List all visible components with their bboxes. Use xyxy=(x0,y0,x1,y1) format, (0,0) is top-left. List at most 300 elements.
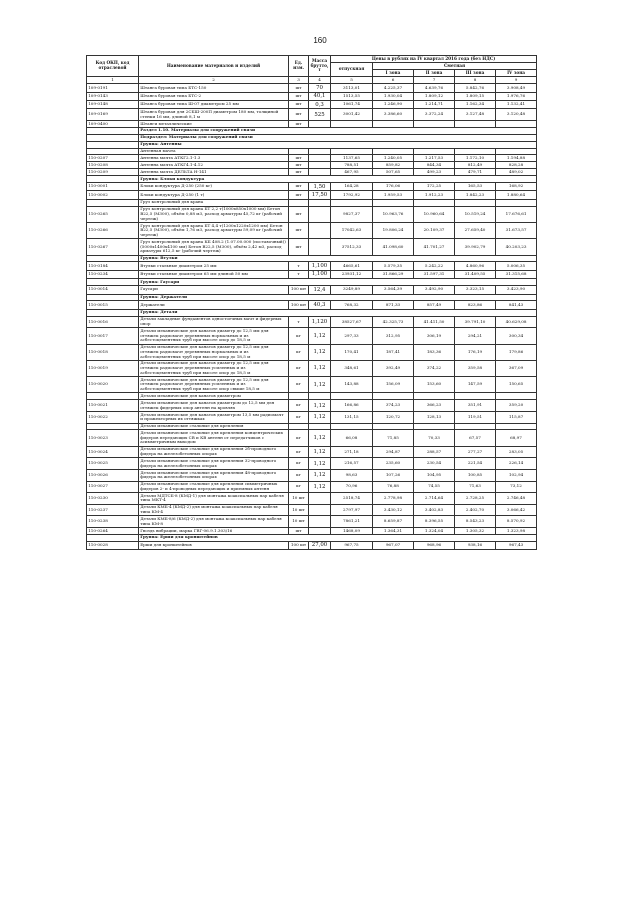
row-name: Втулки стальные диаметром 25 мм xyxy=(139,262,289,270)
row-mass: 1,12 xyxy=(309,328,331,344)
row-price-zone-1: 871,33 xyxy=(373,301,414,309)
row-price-zone-4: 68,97 xyxy=(496,430,537,446)
header-unit: Ед. изм. xyxy=(289,56,309,77)
row-unit xyxy=(289,423,309,430)
row-mass xyxy=(309,162,331,169)
header-base-price: отпускная xyxy=(331,63,373,77)
row-unit: кг xyxy=(289,458,309,470)
row-base-price xyxy=(331,393,373,400)
row-unit: шт xyxy=(289,239,309,255)
row-unit: кг xyxy=(289,446,309,458)
row-base-price: 3113,01 xyxy=(331,84,373,92)
row-code: 110-0267 xyxy=(87,239,139,255)
row-base-price: 4665,61 xyxy=(331,262,373,270)
row-price-zone-4: 367,09 xyxy=(496,360,537,376)
row-price-zone-1: 8.659,87 xyxy=(373,516,414,528)
row-price-zone-1: 19.806,24 xyxy=(373,222,414,238)
row-mass: 1,50 xyxy=(309,183,331,191)
row-price-zone-1: 3.386,60 xyxy=(373,109,414,121)
row-mass: 1,12 xyxy=(309,344,331,360)
row-code xyxy=(87,294,139,301)
row-unit xyxy=(289,199,309,206)
row-price-zone-1 xyxy=(373,148,414,155)
row-base-price: 3001,42 xyxy=(331,109,373,121)
row-price-zone-1: 156,09 xyxy=(373,377,414,393)
row-code: 109-0400 xyxy=(87,121,139,128)
row-name: Гвоздь вибрации, марка ГВГ-06.9.1.303/16 xyxy=(139,527,289,534)
group-title: Группа: Втулки xyxy=(139,255,537,262)
group-title: Группа: Блоки кондуктура xyxy=(139,176,537,183)
row-base-price: 2518,74 xyxy=(331,493,373,505)
row-code xyxy=(87,148,139,155)
row-price-zone-2 xyxy=(414,148,455,155)
subsection-title: Подраздел: Материалы для сооружений связи xyxy=(139,134,537,141)
group-row xyxy=(87,176,537,183)
table-header xyxy=(87,56,537,84)
row-name: Штанга буровая типа БТС-150 xyxy=(139,84,289,92)
row-price-zone-3: 359,58 xyxy=(455,360,496,376)
row-price-zone-3: 67,57 xyxy=(455,430,496,446)
row-price-zone-2: 183,36 xyxy=(414,344,455,360)
row-price-zone-3: 221,54 xyxy=(455,458,496,470)
row-price-zone-4: 2.746,48 xyxy=(496,493,537,505)
row-price-zone-2 xyxy=(414,121,455,128)
row-price-zone-3 xyxy=(455,393,496,400)
row-base-price: 216,57 xyxy=(331,458,373,470)
table-row xyxy=(87,206,537,222)
table-row xyxy=(87,504,537,516)
row-code xyxy=(87,127,139,134)
row-mass: 70 xyxy=(309,84,331,92)
header-zone-4: IV зона xyxy=(496,70,537,77)
row-code: 110-0021 xyxy=(87,400,139,412)
row-price-zone-1: 294,87 xyxy=(373,446,414,458)
row-price-zone-2: 8.396,55 xyxy=(414,516,455,528)
column-number: 5 xyxy=(331,77,373,84)
row-name: Детали механические стальные для крепления 48-проводного фидера на железобетонных опорах xyxy=(139,469,289,481)
header-zones-title: Сметная xyxy=(373,63,537,70)
row-code xyxy=(87,199,139,206)
row-price-zone-2: 10.960,64 xyxy=(414,206,455,222)
group-row xyxy=(87,279,537,286)
row-base-price: 170,41 xyxy=(331,344,373,360)
row-price-zone-3: 31.409,55 xyxy=(455,270,496,278)
row-price-zone-4: 73,12 xyxy=(496,481,537,493)
row-price-zone-2: 31.597,31 xyxy=(414,270,455,278)
column-number: 8 xyxy=(455,77,496,84)
row-code xyxy=(87,255,139,262)
row-price-zone-4: 179,86 xyxy=(496,344,537,360)
row-price-zone-1: 507,65 xyxy=(373,169,414,176)
row-unit: шт xyxy=(289,84,309,92)
row-base-price: 70,96 xyxy=(331,481,373,493)
header-prices: Цены в рублях на IV квартал 2016 года (без НДС) xyxy=(331,56,537,63)
row-price-zone-3: 351,91 xyxy=(455,400,496,412)
row-price-zone-1: 5.579,35 xyxy=(373,262,414,270)
row-price-zone-3: 39.791,10 xyxy=(455,316,496,328)
row-mass: 1,12 xyxy=(309,377,331,393)
table-row xyxy=(87,316,537,328)
row-price-zone-3: 119,51 xyxy=(455,411,496,423)
row-price-zone-3: 812,49 xyxy=(455,162,496,169)
row-price-zone-2: 3.492,90 xyxy=(414,286,455,294)
row-price-zone-3: 479,71 xyxy=(455,169,496,176)
row-price-zone-2: 1.324,04 xyxy=(414,527,455,534)
table-row xyxy=(87,360,537,376)
row-base-price: 7861,21 xyxy=(331,516,373,528)
row-unit: шт xyxy=(289,101,309,109)
row-name: Штанги металлические xyxy=(139,121,289,128)
row-name: Детали механические для канатов диаметром xyxy=(139,393,289,400)
row-code: 110-0184 xyxy=(87,262,139,270)
row-name: Детали механические для канатов диаметром до 12,5 мм для оттяжек фидерных опор антенн на кровлях xyxy=(139,400,289,412)
row-price-zone-2: 857,49 xyxy=(414,301,455,309)
group-title: Группа: Гаусари xyxy=(139,279,537,286)
row-unit: 10 шт xyxy=(289,516,309,528)
row-code xyxy=(87,279,139,286)
row-unit: шт xyxy=(289,191,309,199)
row-base-price: 348,61 xyxy=(331,360,373,376)
table-row xyxy=(87,191,537,199)
row-name: Детали механические стальные для крепления концентрических фидеров передающих СВ и КВ антенн от передатчиков с асимметричным выходом xyxy=(139,430,289,446)
row-price-zone-4 xyxy=(496,423,537,430)
row-price-zone-3: 27.659,40 xyxy=(455,222,496,238)
table-row xyxy=(87,121,537,128)
table-row xyxy=(87,262,537,270)
group-row xyxy=(87,255,537,262)
row-price-zone-3: 3.127,48 xyxy=(455,109,496,121)
row-price-zone-2: 20.109,37 xyxy=(414,222,455,238)
row-code: 110-0024 xyxy=(87,446,139,458)
row-price-zone-3: 39.902,79 xyxy=(455,239,496,255)
row-price-zone-2: 41.701,27 xyxy=(414,239,455,255)
row-price-zone-4: 1.880,64 xyxy=(496,191,537,199)
row-price-zone-4: 102,94 xyxy=(496,469,537,481)
table-row xyxy=(87,162,537,169)
row-code: 110-0208 xyxy=(87,162,139,169)
row-price-zone-1: 3.564,39 xyxy=(373,286,414,294)
row-code: 110-0230 xyxy=(87,493,139,505)
row-code: 110-0020 xyxy=(87,377,139,393)
table-row xyxy=(87,344,537,360)
group-row xyxy=(87,294,537,301)
row-price-zone-4: 150,65 xyxy=(496,377,537,393)
row-code: 110-0017 xyxy=(87,328,139,344)
row-price-zone-1: 392,49 xyxy=(373,360,414,376)
row-name: Детали механические стальные для крепления 2б-проводного фидера на железобетонных опорах xyxy=(139,446,289,458)
row-price-zone-4: 226,14 xyxy=(496,458,537,470)
table-row xyxy=(87,328,537,344)
row-unit: кг xyxy=(289,377,309,393)
row-price-zone-2 xyxy=(414,199,455,206)
row-code: 110-0265 xyxy=(87,206,139,222)
table-row xyxy=(87,301,537,309)
table-row xyxy=(87,222,537,238)
row-name: Штанга буровая для 2СБШ-200П диаметром 180 мм, толщиной стенки 16 мм, длиной 8,1 м xyxy=(139,109,289,121)
row-price-zone-4 xyxy=(496,121,537,128)
row-code: 110-0001 xyxy=(87,183,139,191)
row-price-zone-1 xyxy=(373,393,414,400)
group-row xyxy=(87,309,537,316)
row-price-zone-4: 8.570,92 xyxy=(496,516,537,528)
row-mass: 1,12 xyxy=(309,430,331,446)
row-price-zone-4: 17.676,61 xyxy=(496,206,537,222)
row-mass: 12,4 xyxy=(309,286,331,294)
row-price-zone-2: 1.214,71 xyxy=(414,101,455,109)
group-title: Группа: Держатели xyxy=(139,294,537,301)
row-code xyxy=(87,534,139,541)
row-unit: 100 шт xyxy=(289,541,309,549)
row-unit xyxy=(289,393,309,400)
row-price-zone-3: 8.543,23 xyxy=(455,516,496,528)
section-title: Раздел 1.10. Материалы для сооружений связи xyxy=(139,127,537,134)
row-base-price: 3249,89 xyxy=(331,286,373,294)
table-row xyxy=(87,377,537,393)
row-price-zone-1: 859,82 xyxy=(373,162,414,169)
row-base-price: 166,86 xyxy=(331,400,373,412)
subsection-row xyxy=(87,134,537,141)
group-title: Группа: Ерши для кронштейнов xyxy=(139,534,537,541)
row-price-zone-2: 844,34 xyxy=(414,162,455,169)
row-mass: 17,50 xyxy=(309,191,331,199)
row-base-price: 467,95 xyxy=(331,169,373,176)
table-row xyxy=(87,148,537,155)
row-price-zone-3: 4.860,96 xyxy=(455,262,496,270)
row-price-zone-4: 31.315,68 xyxy=(496,270,537,278)
row-price-zone-3: 2.402,70 xyxy=(455,504,496,516)
row-code: 110-0019 xyxy=(87,360,139,376)
row-mass: 1,12 xyxy=(309,360,331,376)
row-name: Антенна мачта АТКГ4.1-4.12 xyxy=(139,162,289,169)
row-code: 110-0234 xyxy=(87,270,139,278)
row-unit: т xyxy=(289,270,309,278)
row-price-zone-4: 300,34 xyxy=(496,328,537,344)
row-code: 110-0238 xyxy=(87,516,139,528)
row-price-zone-3: 2.728,25 xyxy=(455,493,496,505)
row-price-zone-1: 76,88 xyxy=(373,481,414,493)
row-price-zone-1 xyxy=(373,199,414,206)
row-code: 110-0016 xyxy=(87,316,139,328)
row-price-zone-4 xyxy=(496,393,537,400)
section-row xyxy=(87,127,537,134)
row-price-zone-4 xyxy=(496,148,537,155)
row-price-zone-1: 1.240,05 xyxy=(373,155,414,162)
row-unit: шт xyxy=(289,92,309,100)
row-unit: кг xyxy=(289,400,309,412)
row-price-zone-1: 312,95 xyxy=(373,328,414,344)
row-mass xyxy=(309,239,331,255)
row-price-zone-4: 3.423,90 xyxy=(496,286,537,294)
row-price-zone-4: 489,02 xyxy=(496,169,537,176)
row-code: 110-0237 xyxy=(87,504,139,516)
row-name: Детали МДТСБ-8 (КМД-1) для монтажа коаксиальных пар кабеля типа МКТ-4 xyxy=(139,493,289,505)
table-row xyxy=(87,400,537,412)
row-price-zone-3: 3.323,15 xyxy=(455,286,496,294)
table-row xyxy=(87,430,537,446)
row-price-zone-2: 74,55 xyxy=(414,481,455,493)
row-base-price: 1061,74 xyxy=(331,101,373,109)
row-name: Штанга буровая типа БТС-2 xyxy=(139,92,289,100)
row-unit: кг xyxy=(289,481,309,493)
row-price-zone-1: 1.959,53 xyxy=(373,191,414,199)
row-base-price: 9827,37 xyxy=(331,206,373,222)
row-price-zone-3: 294,21 xyxy=(455,328,496,344)
row-price-zone-1: 31.866,29 xyxy=(373,270,414,278)
row-mass: 40,3 xyxy=(309,301,331,309)
row-price-zone-2: 499,23 xyxy=(414,169,455,176)
row-price-zone-3: 147,59 xyxy=(455,377,496,393)
row-price-zone-2: 1.809,12 xyxy=(414,92,455,100)
row-price-zone-2: 374,22 xyxy=(414,360,455,376)
table-row xyxy=(87,393,537,400)
row-unit: шт xyxy=(289,183,309,191)
row-price-zone-1 xyxy=(373,423,414,430)
row-unit: шт xyxy=(289,527,309,534)
row-unit: шт xyxy=(289,169,309,176)
row-name: Детали механические для канатов диаметр до 12,5 мм для оттяжек радиомачт деревянных нормальных и из асбестоцементных труб при высоте опор до 18,5 м xyxy=(139,344,289,360)
row-mass: 525 xyxy=(309,109,331,121)
row-base-price xyxy=(331,121,373,128)
row-unit: кг xyxy=(289,328,309,344)
row-price-zone-3: 165,53 xyxy=(455,183,496,191)
column-number: 2 xyxy=(139,77,289,84)
group-title: Группа: Антенны xyxy=(139,141,537,148)
row-price-zone-1: 41.098,60 xyxy=(373,239,414,255)
column-numbers-row xyxy=(87,77,537,84)
row-price-zone-2: 4.639,76 xyxy=(414,84,455,92)
row-mass xyxy=(309,527,331,534)
row-mass xyxy=(309,148,331,155)
row-code: 110-0264 xyxy=(87,527,139,534)
row-name: Антенная мачта xyxy=(139,148,289,155)
row-base-price: 768,32 xyxy=(331,301,373,309)
row-price-zone-3: 1.172,10 xyxy=(455,155,496,162)
row-price-zone-2: 3.372,24 xyxy=(414,109,455,121)
row-name: Блоки кондуктура Д-250 (1 т) xyxy=(139,191,289,199)
row-price-zone-3: 176,19 xyxy=(455,344,496,360)
row-mass: 1,12 xyxy=(309,400,331,412)
row-base-price: 23931,12 xyxy=(331,270,373,278)
row-price-zone-1: 374,23 xyxy=(373,400,414,412)
row-base-price: 38527,67 xyxy=(331,316,373,328)
table-row xyxy=(87,199,537,206)
row-price-zone-1: 1.246,90 xyxy=(373,101,414,109)
row-mass: 1,100 xyxy=(309,262,331,270)
row-unit xyxy=(289,148,309,155)
row-unit: шт xyxy=(289,155,309,162)
price-table xyxy=(86,55,537,550)
row-mass: 27,00 xyxy=(309,541,331,549)
row-price-zone-1: 71,85 xyxy=(373,430,414,446)
row-unit: шт xyxy=(289,222,309,238)
row-code: 110-0014 xyxy=(87,286,139,294)
row-price-zone-2: 2.714,64 xyxy=(414,493,455,505)
row-unit: шт xyxy=(289,121,309,128)
row-price-zone-4: 841,43 xyxy=(496,301,537,309)
column-number: 4 xyxy=(309,77,331,84)
row-unit: т xyxy=(289,262,309,270)
row-mass: 40,1 xyxy=(309,92,331,100)
row-mass: 1,12 xyxy=(309,458,331,470)
column-number: 9 xyxy=(496,77,537,84)
row-price-zone-4: 115,87 xyxy=(496,411,537,423)
column-number: 6 xyxy=(373,77,414,84)
row-code xyxy=(87,176,139,183)
row-base-price: 17042,63 xyxy=(331,222,373,238)
row-name: Детали механические стальные для крепления xyxy=(139,423,289,430)
row-name: Груз контрольный для крана БТ 4,4 т(1200х1220х1200 мм) Бетон В22,5 (М300), объём 1,76 м3, расход арматуры 59,09 кг (рабочий чертеж) xyxy=(139,222,289,238)
table-row xyxy=(87,101,537,109)
row-mass xyxy=(309,516,331,528)
header-zone-2: II зона xyxy=(414,70,455,77)
group-title: Группа: Детали xyxy=(139,309,537,316)
row-price-zone-3: 823,86 xyxy=(455,301,496,309)
row-code: 110-0266 xyxy=(87,222,139,238)
row-mass xyxy=(309,206,331,222)
row-price-zone-1: 120,72 xyxy=(373,411,414,423)
table-row xyxy=(87,527,537,534)
table-row xyxy=(87,286,537,294)
row-price-zone-4: 3.066,42 xyxy=(496,504,537,516)
row-base-price: 164,28 xyxy=(331,183,373,191)
table-row xyxy=(87,458,537,470)
row-price-zone-4 xyxy=(496,199,537,206)
row-code xyxy=(87,141,139,148)
row-price-zone-2: 70,33 xyxy=(414,430,455,446)
row-price-zone-4: 3.120,48 xyxy=(496,109,537,121)
row-price-zone-2: 3.402,83 xyxy=(414,504,455,516)
row-price-zone-2 xyxy=(414,393,455,400)
row-base-price: 297,33 xyxy=(331,328,373,344)
row-price-zone-4: 3.908,49 xyxy=(496,84,537,92)
row-price-zone-1: 1.930,04 xyxy=(373,92,414,100)
row-code: 110-0025 xyxy=(87,458,139,470)
row-base-price xyxy=(331,148,373,155)
row-code xyxy=(87,134,139,141)
row-code: 110-0207 xyxy=(87,155,139,162)
row-code: 110-0002 xyxy=(87,191,139,199)
row-price-zone-1: 235,60 xyxy=(373,458,414,470)
row-price-zone-2: 5.242,22 xyxy=(414,262,455,270)
row-price-zone-2: 366,23 xyxy=(414,400,455,412)
row-base-price: 1137,65 xyxy=(331,155,373,162)
row-price-zone-4: 967,43 xyxy=(496,541,537,549)
table-row xyxy=(87,239,537,255)
row-mass xyxy=(309,169,331,176)
row-price-zone-2: 230,54 xyxy=(414,458,455,470)
row-unit: 10 шт xyxy=(289,504,309,516)
row-name: Груз контрольный для крана БТ 2,2 т(1000х850х1000 мм) Бетон В22,5 (М300), объём 0,88 м3, расход арматуры 45,72 кг (рабочий чертеж) xyxy=(139,206,289,222)
row-base-price: 271,18 xyxy=(331,446,373,458)
table-row xyxy=(87,411,537,423)
row-price-zone-3: 10.519,24 xyxy=(455,206,496,222)
column-number: 3 xyxy=(289,77,309,84)
table-row xyxy=(87,481,537,493)
row-unit: шт xyxy=(289,206,309,222)
row-code: 110-0026 xyxy=(87,469,139,481)
row-code: 110-0027 xyxy=(87,481,139,493)
row-unit: 10 шт xyxy=(289,493,309,505)
row-price-zone-2: 104,95 xyxy=(414,469,455,481)
column-number: 1 xyxy=(87,77,139,84)
row-price-zone-4: 40.203,23 xyxy=(496,239,537,255)
row-mass: 0,3 xyxy=(309,101,331,109)
row-name: Антенна мачта ДЕЛЬТА Н-141 xyxy=(139,169,289,176)
row-unit: 100 шт xyxy=(289,301,309,309)
row-mass: 1,120 xyxy=(309,316,331,328)
row-mass xyxy=(309,222,331,238)
row-name: Детали механические для канатов диаметр до 12,5 мм для оттяжек радиомачт деревянных усиленных и из асбестоцементных труб при высоте опор до 18,5 м xyxy=(139,360,289,376)
